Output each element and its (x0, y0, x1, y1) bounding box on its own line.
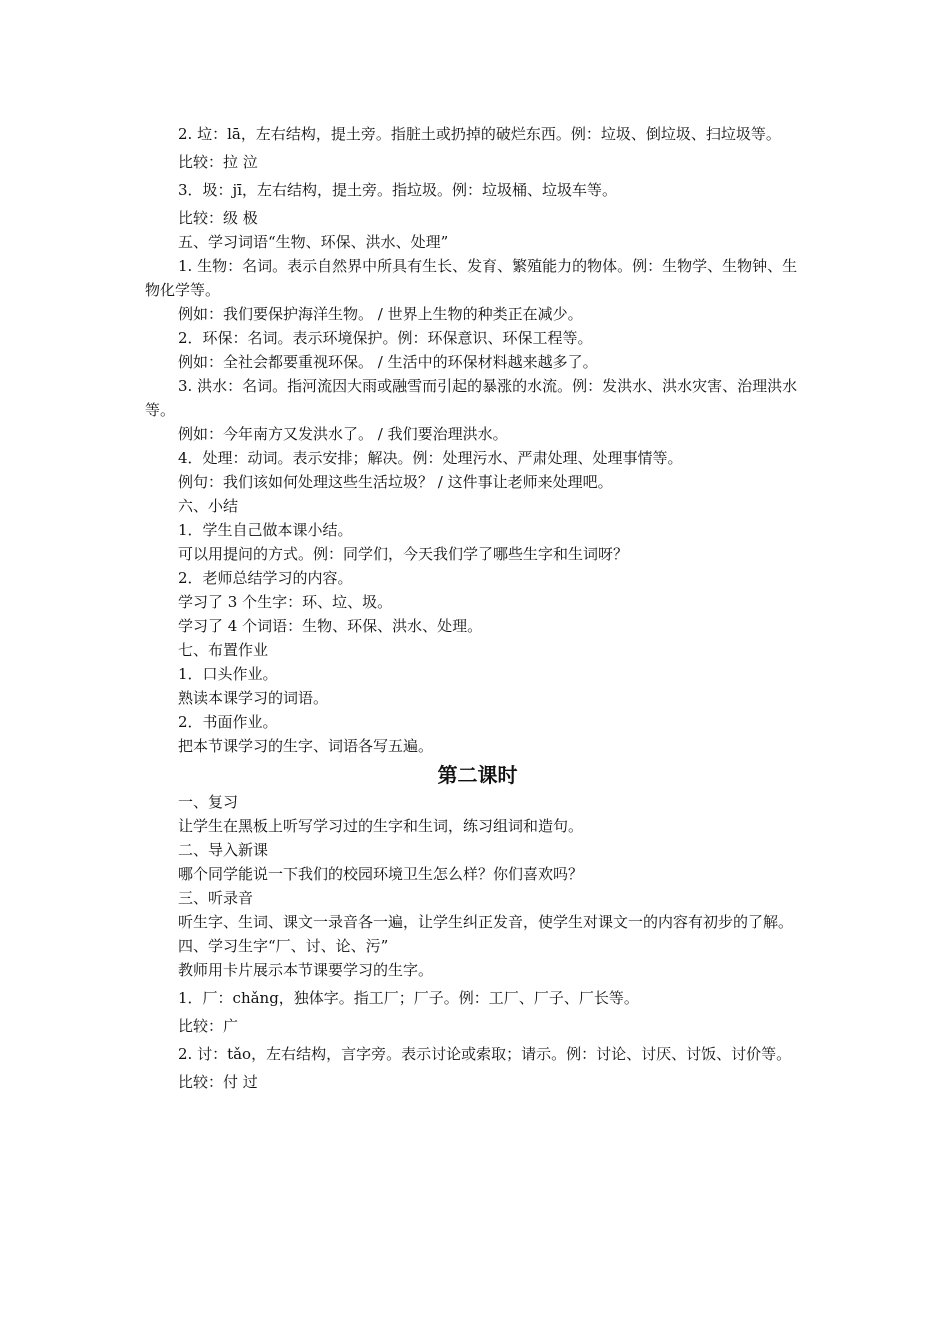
paragraph: 学习了 3 个生字：环、垃、圾。 (178, 593, 393, 611)
paragraph: 1．厂：chǎng，独体字。指工厂；厂子。例：工厂、厂子、厂长等。 (178, 989, 639, 1007)
paragraph: 3. 洪水：名词。指河流因大雨或融雪而引起的暴涨的水流。例：发洪水、洪水灾害、治理洪水等。 (145, 377, 798, 419)
paragraph: 学习了 4 个词语：生物、环保、洪水、处理。 (178, 617, 483, 635)
paragraph: 4．处理：动词。表示安排；解决。例：处理污水、严肃处理、处理事情等。 (178, 449, 683, 467)
paragraph: 2．老师总结学习的内容。 (178, 569, 353, 587)
paragraph: 2．环保：名词。表示环境保护。例：环保意识、环保工程等。 (178, 329, 593, 347)
section-heading: 七、布置作业 (178, 641, 269, 659)
paragraph: 听生字、生词、课文一录音各一遍，让学生纠正发音，使学生对课文一的内容有初步的了解。 (178, 913, 794, 931)
paragraph: 教师用卡片展示本节课要学习的生字。 (178, 961, 434, 979)
document-body (145, 122, 810, 1094)
paragraph: 2. 讨：tǎo，左右结构，言字旁。表示讨论或索取；请示。例：讨论、讨厌、讨饭、讨价等。 (178, 1045, 792, 1063)
paragraph: 例如：全社会都要重视环保。 / 生活中的环保材料越来越多了。 (178, 353, 598, 371)
section-heading: 四、学习生字“厂、讨、论、污” (178, 937, 389, 955)
paragraph: 例句：我们该如何处理这些生活垃圾？ / 这件事让老师来处理吧。 (178, 473, 613, 491)
paragraph: 熟读本课学习的词语。 (178, 689, 329, 707)
paragraph: 可以用提问的方式。例：同学们，今天我们学了哪些生字和生词呀？ (178, 545, 629, 563)
paragraph: 例如：今年南方又发洪水了。 / 我们要治理洪水。 (178, 425, 508, 443)
paragraph: 哪个同学能说一下我们的校园环境卫生怎么样？你们喜欢吗？ (178, 865, 584, 883)
paragraph: 1．口头作业。 (178, 665, 278, 683)
paragraph: 1．学生自己做本课小结。 (178, 521, 353, 539)
section-heading: 二、导入新课 (178, 841, 269, 859)
paragraph: 2. 垃：lā，左右结构，提土旁。指脏土或扔掉的破烂东西。例：垃圾、倒垃圾、扫垃圾等。 (178, 125, 781, 143)
section-heading: 五、学习词语“生物、环保、洪水、处理” (178, 233, 449, 251)
paragraph: 比较：广 (178, 1017, 239, 1035)
paragraph: 2．书面作业。 (178, 713, 278, 731)
section-heading: 一、复习 (178, 793, 239, 811)
paragraph: 1. 生物：名词。表示自然界中所具有生长、发育、繁殖能力的物体。例：生物学、生物钟、生物化学等。 (145, 257, 798, 299)
paragraph: 例如：我们要保护海洋生物。 / 世界上生物的种类正在减少。 (178, 305, 583, 323)
paragraph: 3．圾：jī，左右结构，提土旁。指垃圾。例：垃圾桶、垃圾车等。 (178, 181, 617, 199)
paragraph: 把本节课学习的生字、词语各写五遍。 (178, 737, 434, 755)
paragraph: 比较：付 过 (178, 1073, 258, 1091)
lesson-title: 第二课时 (437, 763, 518, 787)
section-heading: 三、听录音 (178, 889, 254, 907)
paragraph: 比较：级 极 (178, 209, 258, 227)
paragraph: 让学生在黑板上听写学习过的生字和生词，练习组词和造句。 (178, 817, 584, 835)
paragraph: 比较：拉 泣 (178, 153, 258, 171)
section-heading: 六、小结 (178, 497, 239, 515)
